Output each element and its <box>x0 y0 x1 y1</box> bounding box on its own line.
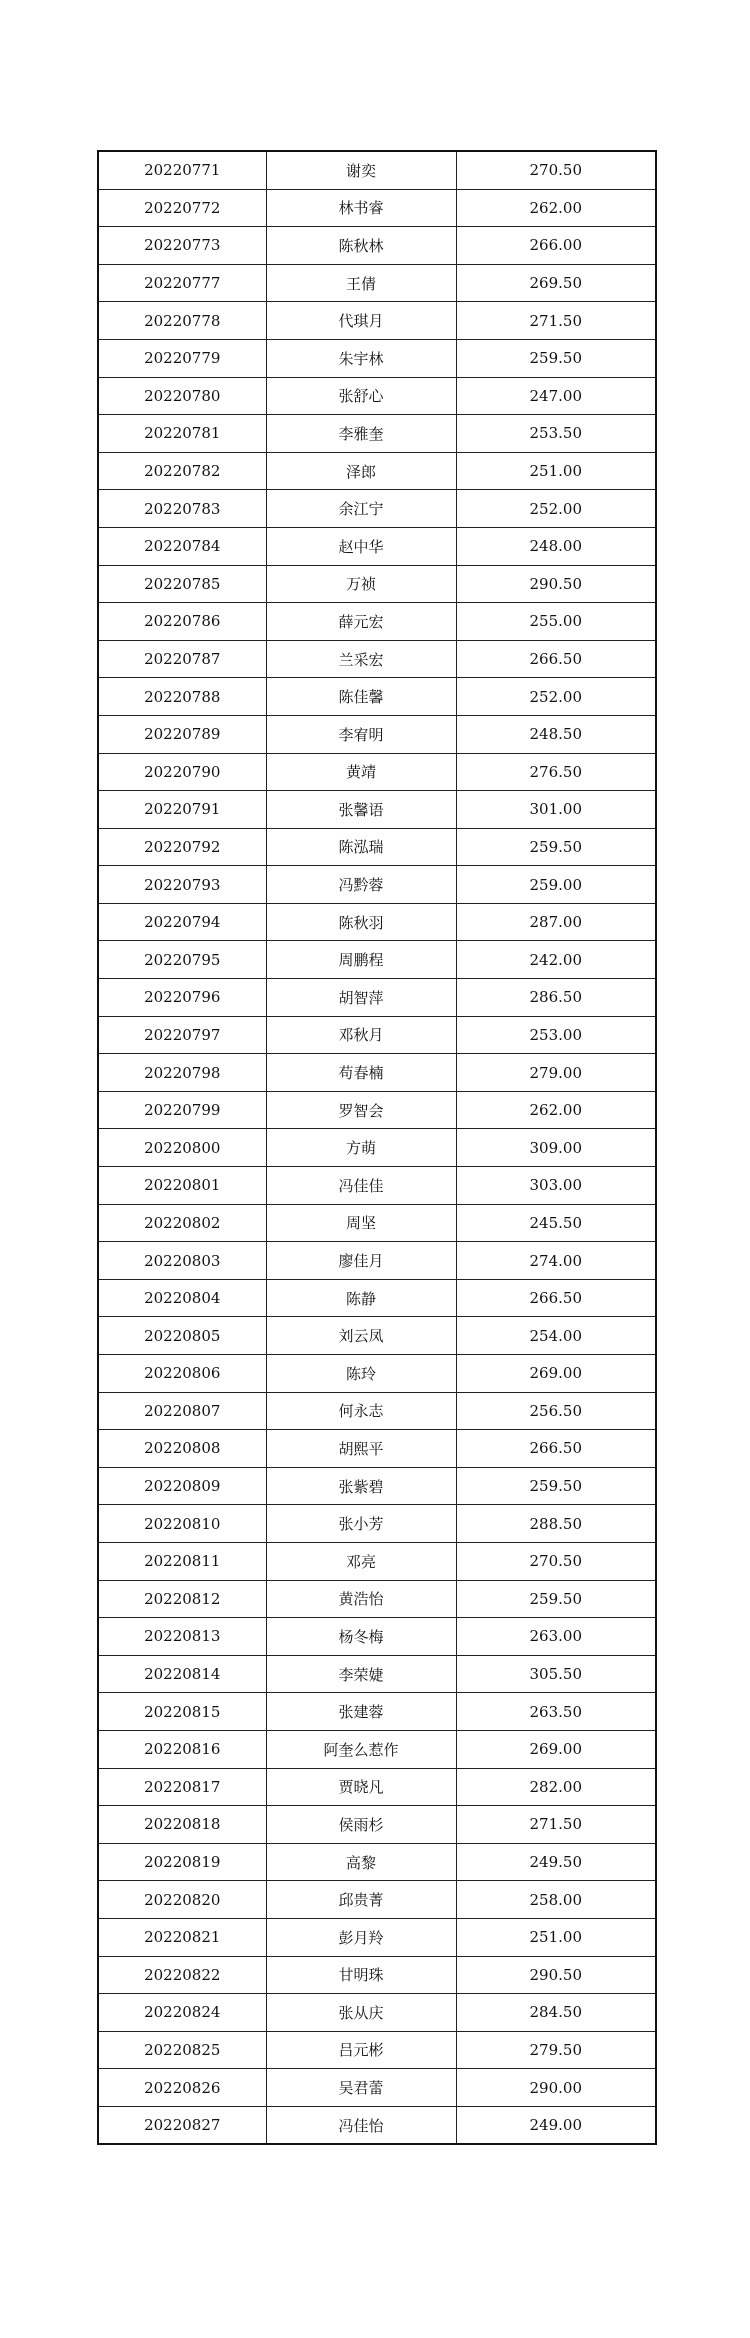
candidate-name-cell: 谢奕 <box>266 151 456 189</box>
score-cell: 253.00 <box>456 1016 656 1054</box>
table-row <box>98 1580 656 1618</box>
score-cell: 252.00 <box>456 490 656 528</box>
candidate-name-cell: 周鹏程 <box>266 941 456 979</box>
table-row <box>98 1016 656 1054</box>
table-row <box>98 1918 656 1956</box>
score-cell: 259.50 <box>456 1467 656 1505</box>
score-cell: 287.00 <box>456 903 656 941</box>
score-cell: 248.50 <box>456 715 656 753</box>
candidate-id-cell: 20220793 <box>98 866 266 904</box>
candidate-name-cell: 张从庆 <box>266 1994 456 2032</box>
candidate-name-cell: 代琪月 <box>266 302 456 340</box>
candidate-name-cell: 胡智萍 <box>266 979 456 1017</box>
score-cell: 262.00 <box>456 189 656 227</box>
score-cell: 270.50 <box>456 1542 656 1580</box>
score-cell: 269.00 <box>456 1730 656 1768</box>
score-cell: 266.50 <box>456 1279 656 1317</box>
candidate-id-cell: 20220808 <box>98 1430 266 1468</box>
candidate-id-cell: 20220810 <box>98 1505 266 1543</box>
candidate-name-cell: 陈佳馨 <box>266 678 456 716</box>
candidate-id-cell: 20220784 <box>98 527 266 565</box>
table-row <box>98 1167 656 1205</box>
candidate-name-cell: 高黎 <box>266 1843 456 1881</box>
table-row <box>98 678 656 716</box>
candidate-id-cell: 20220795 <box>98 941 266 979</box>
candidate-id-cell: 20220788 <box>98 678 266 716</box>
candidate-id-cell: 20220809 <box>98 1467 266 1505</box>
score-cell: 290.00 <box>456 2069 656 2107</box>
score-cell: 262.00 <box>456 1091 656 1129</box>
candidate-id-cell: 20220778 <box>98 302 266 340</box>
candidate-name-cell: 阿奎么惹作 <box>266 1730 456 1768</box>
candidate-id-cell: 20220813 <box>98 1618 266 1656</box>
candidate-name-cell: 李雅奎 <box>266 415 456 453</box>
candidate-name-cell: 邱贵菁 <box>266 1881 456 1919</box>
score-cell: 274.00 <box>456 1242 656 1280</box>
table-row <box>98 302 656 340</box>
table-row <box>98 2106 656 2144</box>
candidate-name-cell: 吴君蕾 <box>266 2069 456 2107</box>
candidate-id-cell: 20220800 <box>98 1129 266 1167</box>
score-cell: 270.50 <box>456 151 656 189</box>
score-cell: 242.00 <box>456 941 656 979</box>
table-row <box>98 603 656 641</box>
candidate-name-cell: 邓亮 <box>266 1542 456 1580</box>
candidate-id-cell: 20220785 <box>98 565 266 603</box>
table-row <box>98 1467 656 1505</box>
score-cell: 266.50 <box>456 640 656 678</box>
table-row <box>98 640 656 678</box>
table-row <box>98 1730 656 1768</box>
score-cell: 259.00 <box>456 866 656 904</box>
candidate-name-cell: 何永志 <box>266 1392 456 1430</box>
candidate-id-cell: 20220780 <box>98 377 266 415</box>
candidate-id-cell: 20220827 <box>98 2106 266 2144</box>
score-cell: 254.00 <box>456 1317 656 1355</box>
table-row <box>98 339 656 377</box>
score-cell: 256.50 <box>456 1392 656 1430</box>
score-cell: 263.50 <box>456 1693 656 1731</box>
score-cell: 269.50 <box>456 264 656 302</box>
candidate-name-cell: 余江宁 <box>266 490 456 528</box>
candidate-name-cell: 黄靖 <box>266 753 456 791</box>
candidate-name-cell: 黄浩怡 <box>266 1580 456 1618</box>
table-row <box>98 941 656 979</box>
candidate-name-cell: 朱宇林 <box>266 339 456 377</box>
table-row <box>98 1091 656 1129</box>
candidate-name-cell: 泽郎 <box>266 452 456 490</box>
table-row <box>98 828 656 866</box>
candidate-name-cell: 林书睿 <box>266 189 456 227</box>
table-row <box>98 227 656 265</box>
candidate-name-cell: 陈静 <box>266 1279 456 1317</box>
candidate-id-cell: 20220794 <box>98 903 266 941</box>
table-row <box>98 866 656 904</box>
score-cell: 303.00 <box>456 1167 656 1205</box>
candidate-id-cell: 20220805 <box>98 1317 266 1355</box>
candidate-id-cell: 20220777 <box>98 264 266 302</box>
candidate-name-cell: 方萌 <box>266 1129 456 1167</box>
table-row <box>98 490 656 528</box>
table-row <box>98 2069 656 2107</box>
candidate-name-cell: 李宥明 <box>266 715 456 753</box>
table-row <box>98 715 656 753</box>
candidate-id-cell: 20220790 <box>98 753 266 791</box>
candidate-id-cell: 20220814 <box>98 1655 266 1693</box>
table-row <box>98 565 656 603</box>
table-row <box>98 1129 656 1167</box>
candidate-id-cell: 20220771 <box>98 151 266 189</box>
candidate-id-cell: 20220825 <box>98 2031 266 2069</box>
table-row <box>98 452 656 490</box>
candidate-name-cell: 杨冬梅 <box>266 1618 456 1656</box>
score-cell: 305.50 <box>456 1655 656 1693</box>
score-cell: 276.50 <box>456 753 656 791</box>
score-cell: 259.50 <box>456 828 656 866</box>
candidate-id-cell: 20220816 <box>98 1730 266 1768</box>
score-cell: 248.00 <box>456 527 656 565</box>
score-cell: 266.50 <box>456 1430 656 1468</box>
candidate-id-cell: 20220819 <box>98 1843 266 1881</box>
score-cell: 251.00 <box>456 452 656 490</box>
candidate-id-cell: 20220812 <box>98 1580 266 1618</box>
score-table-body <box>98 151 656 2144</box>
candidate-name-cell: 冯佳怡 <box>266 2106 456 2144</box>
candidate-name-cell: 陈玲 <box>266 1355 456 1393</box>
table-row <box>98 1355 656 1393</box>
candidate-name-cell: 赵中华 <box>266 527 456 565</box>
table-row <box>98 1430 656 1468</box>
candidate-name-cell: 张舒心 <box>266 377 456 415</box>
table-row <box>98 264 656 302</box>
score-cell: 279.00 <box>456 1054 656 1092</box>
table-row <box>98 1392 656 1430</box>
score-cell: 249.00 <box>456 2106 656 2144</box>
table-row <box>98 791 656 829</box>
table-row <box>98 1279 656 1317</box>
candidate-name-cell: 侯雨杉 <box>266 1806 456 1844</box>
candidate-name-cell: 王倩 <box>266 264 456 302</box>
table-row <box>98 415 656 453</box>
table-row <box>98 1806 656 1844</box>
score-cell: 290.50 <box>456 565 656 603</box>
table-row <box>98 753 656 791</box>
candidate-id-cell: 20220789 <box>98 715 266 753</box>
candidate-id-cell: 20220792 <box>98 828 266 866</box>
candidate-name-cell: 张建蓉 <box>266 1693 456 1731</box>
score-cell: 301.00 <box>456 791 656 829</box>
score-cell: 284.50 <box>456 1994 656 2032</box>
table-row <box>98 1655 656 1693</box>
candidate-id-cell: 20220796 <box>98 979 266 1017</box>
table-row <box>98 1618 656 1656</box>
score-cell: 286.50 <box>456 979 656 1017</box>
score-cell: 266.00 <box>456 227 656 265</box>
score-cell: 259.50 <box>456 339 656 377</box>
candidate-name-cell: 胡熙平 <box>266 1430 456 1468</box>
table-row <box>98 2031 656 2069</box>
score-cell: 247.00 <box>456 377 656 415</box>
candidate-id-cell: 20220798 <box>98 1054 266 1092</box>
table-row <box>98 1204 656 1242</box>
candidate-name-cell: 陈秋林 <box>266 227 456 265</box>
candidate-id-cell: 20220811 <box>98 1542 266 1580</box>
candidate-id-cell: 20220804 <box>98 1279 266 1317</box>
score-cell: 253.50 <box>456 415 656 453</box>
candidate-id-cell: 20220824 <box>98 1994 266 2032</box>
candidate-name-cell: 兰采宏 <box>266 640 456 678</box>
table-row <box>98 1994 656 2032</box>
candidate-id-cell: 20220786 <box>98 603 266 641</box>
table-row <box>98 1881 656 1919</box>
score-cell: 290.50 <box>456 1956 656 1994</box>
score-cell: 249.50 <box>456 1843 656 1881</box>
candidate-id-cell: 20220820 <box>98 1881 266 1919</box>
candidate-name-cell: 甘明珠 <box>266 1956 456 1994</box>
table-row <box>98 1768 656 1806</box>
candidate-id-cell: 20220807 <box>98 1392 266 1430</box>
score-cell: 255.00 <box>456 603 656 641</box>
candidate-name-cell: 张紫碧 <box>266 1467 456 1505</box>
candidate-id-cell: 20220817 <box>98 1768 266 1806</box>
table-row <box>98 1542 656 1580</box>
score-cell: 263.00 <box>456 1618 656 1656</box>
table-row <box>98 189 656 227</box>
candidate-name-cell: 吕元彬 <box>266 2031 456 2069</box>
candidate-id-cell: 20220801 <box>98 1167 266 1205</box>
candidate-name-cell: 陈泓瑞 <box>266 828 456 866</box>
score-cell: 251.00 <box>456 1918 656 1956</box>
table-row <box>98 1843 656 1881</box>
table-row <box>98 1693 656 1731</box>
table-row <box>98 151 656 189</box>
score-cell: 271.50 <box>456 1806 656 1844</box>
candidate-id-cell: 20220806 <box>98 1355 266 1393</box>
table-row <box>98 1054 656 1092</box>
score-cell: 271.50 <box>456 302 656 340</box>
score-cell: 282.00 <box>456 1768 656 1806</box>
candidate-id-cell: 20220826 <box>98 2069 266 2107</box>
candidate-id-cell: 20220782 <box>98 452 266 490</box>
score-cell: 288.50 <box>456 1505 656 1543</box>
candidate-name-cell: 冯黔蓉 <box>266 866 456 904</box>
candidate-id-cell: 20220772 <box>98 189 266 227</box>
table-row <box>98 1242 656 1280</box>
candidate-name-cell: 廖佳月 <box>266 1242 456 1280</box>
table-row <box>98 1317 656 1355</box>
table-row <box>98 1956 656 1994</box>
candidate-id-cell: 20220783 <box>98 490 266 528</box>
candidate-name-cell: 罗智会 <box>266 1091 456 1129</box>
candidate-id-cell: 20220821 <box>98 1918 266 1956</box>
table-row <box>98 979 656 1017</box>
candidate-id-cell: 20220802 <box>98 1204 266 1242</box>
candidate-name-cell: 周坚 <box>266 1204 456 1242</box>
score-cell: 309.00 <box>456 1129 656 1167</box>
candidate-name-cell: 陈秋羽 <box>266 903 456 941</box>
candidate-id-cell: 20220781 <box>98 415 266 453</box>
table-row <box>98 903 656 941</box>
table-row <box>98 527 656 565</box>
candidate-id-cell: 20220779 <box>98 339 266 377</box>
candidate-id-cell: 20220815 <box>98 1693 266 1731</box>
candidate-name-cell: 李荣婕 <box>266 1655 456 1693</box>
candidate-id-cell: 20220799 <box>98 1091 266 1129</box>
candidate-id-cell: 20220773 <box>98 227 266 265</box>
candidate-name-cell: 彭月羚 <box>266 1918 456 1956</box>
candidate-id-cell: 20220791 <box>98 791 266 829</box>
candidate-name-cell: 张小芳 <box>266 1505 456 1543</box>
score-table <box>97 150 657 2145</box>
candidate-name-cell: 万祯 <box>266 565 456 603</box>
candidate-name-cell: 冯佳佳 <box>266 1167 456 1205</box>
candidate-name-cell: 薛元宏 <box>266 603 456 641</box>
candidate-name-cell: 邓秋月 <box>266 1016 456 1054</box>
score-cell: 252.00 <box>456 678 656 716</box>
score-cell: 245.50 <box>456 1204 656 1242</box>
candidate-id-cell: 20220818 <box>98 1806 266 1844</box>
score-cell: 259.50 <box>456 1580 656 1618</box>
candidate-name-cell: 张馨语 <box>266 791 456 829</box>
candidate-id-cell: 20220822 <box>98 1956 266 1994</box>
candidate-id-cell: 20220787 <box>98 640 266 678</box>
candidate-name-cell: 苟春楠 <box>266 1054 456 1092</box>
candidate-id-cell: 20220803 <box>98 1242 266 1280</box>
score-cell: 279.50 <box>456 2031 656 2069</box>
candidate-name-cell: 贾晓凡 <box>266 1768 456 1806</box>
table-row <box>98 377 656 415</box>
score-cell: 269.00 <box>456 1355 656 1393</box>
candidate-name-cell: 刘云凤 <box>266 1317 456 1355</box>
score-cell: 258.00 <box>456 1881 656 1919</box>
table-row <box>98 1505 656 1543</box>
candidate-id-cell: 20220797 <box>98 1016 266 1054</box>
